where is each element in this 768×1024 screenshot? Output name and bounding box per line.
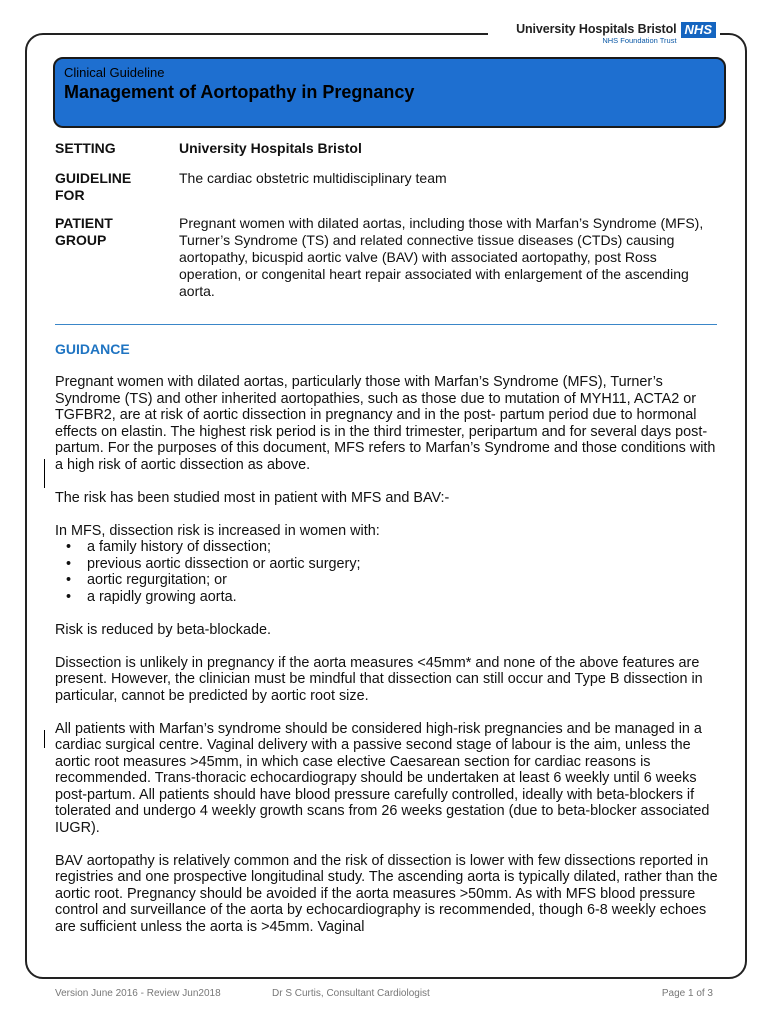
patient-group-value: Pregnant women with dilated aortas, including those with Marfan’s Syndrome (MFS), Turner’s Syndrome (TS) and related connective tissue diseases (CTDs) causing aortopathy, bicuspid aortic valve (BAV) with associated aortopathy, post Ross operation, or congenital heart repair associated with enlargement of the ascending aorta. <box>179 215 704 299</box>
list-item: • previous aortic dissection or aortic surgery; <box>87 556 720 573</box>
guidance-paragraph: Pregnant women with dilated aortas, particularly those with Marfan’s Syndrome (MFS), Turner’s Syndrome (TS) and other inherited aortopathies, such as those due to mutation of MYH11, ACTA2 or TGFBR2, are at risk of aortic dissection in pregnancy and in the post- partum period due to hormonal effects on elastin. The highest risk period is in the third trimester, peripartum and for several days post-partum. For the purposes of this document, MFS refers to Marfan’s Syndrome and those conditions with a high risk of aortic dissection as above. <box>55 374 716 473</box>
text-cursor <box>44 459 45 488</box>
guidance-body <box>55 374 720 952</box>
logo-text <box>516 22 676 45</box>
risk-factor-list <box>55 539 720 605</box>
list-item: • a family history of dissection; <box>87 539 720 556</box>
footer-page-number: Page 1 of 3 <box>661 988 713 999</box>
guidance-heading: GUIDANCE <box>55 341 130 357</box>
guideline-for-label <box>55 170 165 204</box>
footer-version: Version June 2016 - Review Jun2018 <box>55 988 221 999</box>
nhs-badge: NHS <box>681 22 716 38</box>
guidance-paragraph: The risk has been studied most in patient with MFS and BAV:- <box>55 489 450 506</box>
guidance-paragraph: Risk is reduced by beta-blockade. <box>55 621 271 638</box>
footer-author: Dr S Curtis, Consultant Cardiologist <box>272 988 430 999</box>
patient-group-label-line1: PATIENT <box>55 215 113 231</box>
trust-logo <box>516 22 716 45</box>
list-item: • aortic regurgitation; or <box>87 572 720 589</box>
guideline-for-value: The cardiac obstetric multidisciplinary team <box>179 170 447 186</box>
patient-group-label-line2: GROUP <box>55 232 107 248</box>
text-cursor <box>44 730 45 748</box>
patient-group-label <box>55 215 165 249</box>
setting-label: SETTING <box>55 140 116 156</box>
guideline-for-label-line1: GUIDELINE <box>55 170 132 186</box>
logo-subtitle: NHS Foundation Trust <box>602 36 677 45</box>
guidance-paragraph: Dissection is unlikely in pregnancy if the aorta measures <45mm* and none of the above features are present. However, the clinician must be mindful that dissection can still occur and Type B dissection in particular, cannot be predicted by aortic root size. <box>55 654 703 704</box>
guidance-paragraph: In MFS, dissection risk is increased in women with: <box>55 522 380 539</box>
list-item: • a rapidly growing aorta. <box>87 589 720 606</box>
guideline-for-label-line2: FOR <box>55 187 85 203</box>
section-divider <box>55 324 717 325</box>
guidance-paragraph: All patients with Marfan’s syndrome should be considered high-risk pregnancies and be managed in a cardiac surgical centre. Vaginal delivery with a passive second stage of labour is the aim, unless the aortic root measures >45mm, in which case elective Caesarean section for cardiac reasons is recommended. Trans-thoracic echocardiograpy should be undertaken at least 6 weekly until 6 weeks post-partum. All patients should have blood pressure carefully controlled, ideally with beta-blockers if tolerated and undergo 4 weekly growth scans from 26 weeks gestation (due to beta-blocker associated IUGR). <box>55 720 710 836</box>
header-subtitle: Clinical Guideline <box>64 65 165 80</box>
page-title: Management of Aortopathy in Pregnancy <box>64 82 415 102</box>
guidance-paragraph: BAV aortopathy is relatively common and the risk of dissection is lower with few dissections reported in registries and one prospective longitudinal study. The ascending aorta is typically dilated, rather than the aortic root. Pregnancy should be avoided if the aorta measures >50mm. As with MFS blood pressure control and surveillance of the aorta by echocardiography is recommended, though 6-8 weekly echoes are sufficient unless the aorta is >45mm. Vaginal <box>55 852 718 935</box>
setting-value: University Hospitals Bristol <box>179 140 362 156</box>
guideline-header <box>53 57 726 128</box>
logo-org-name: University Hospitals Bristol <box>516 22 677 36</box>
